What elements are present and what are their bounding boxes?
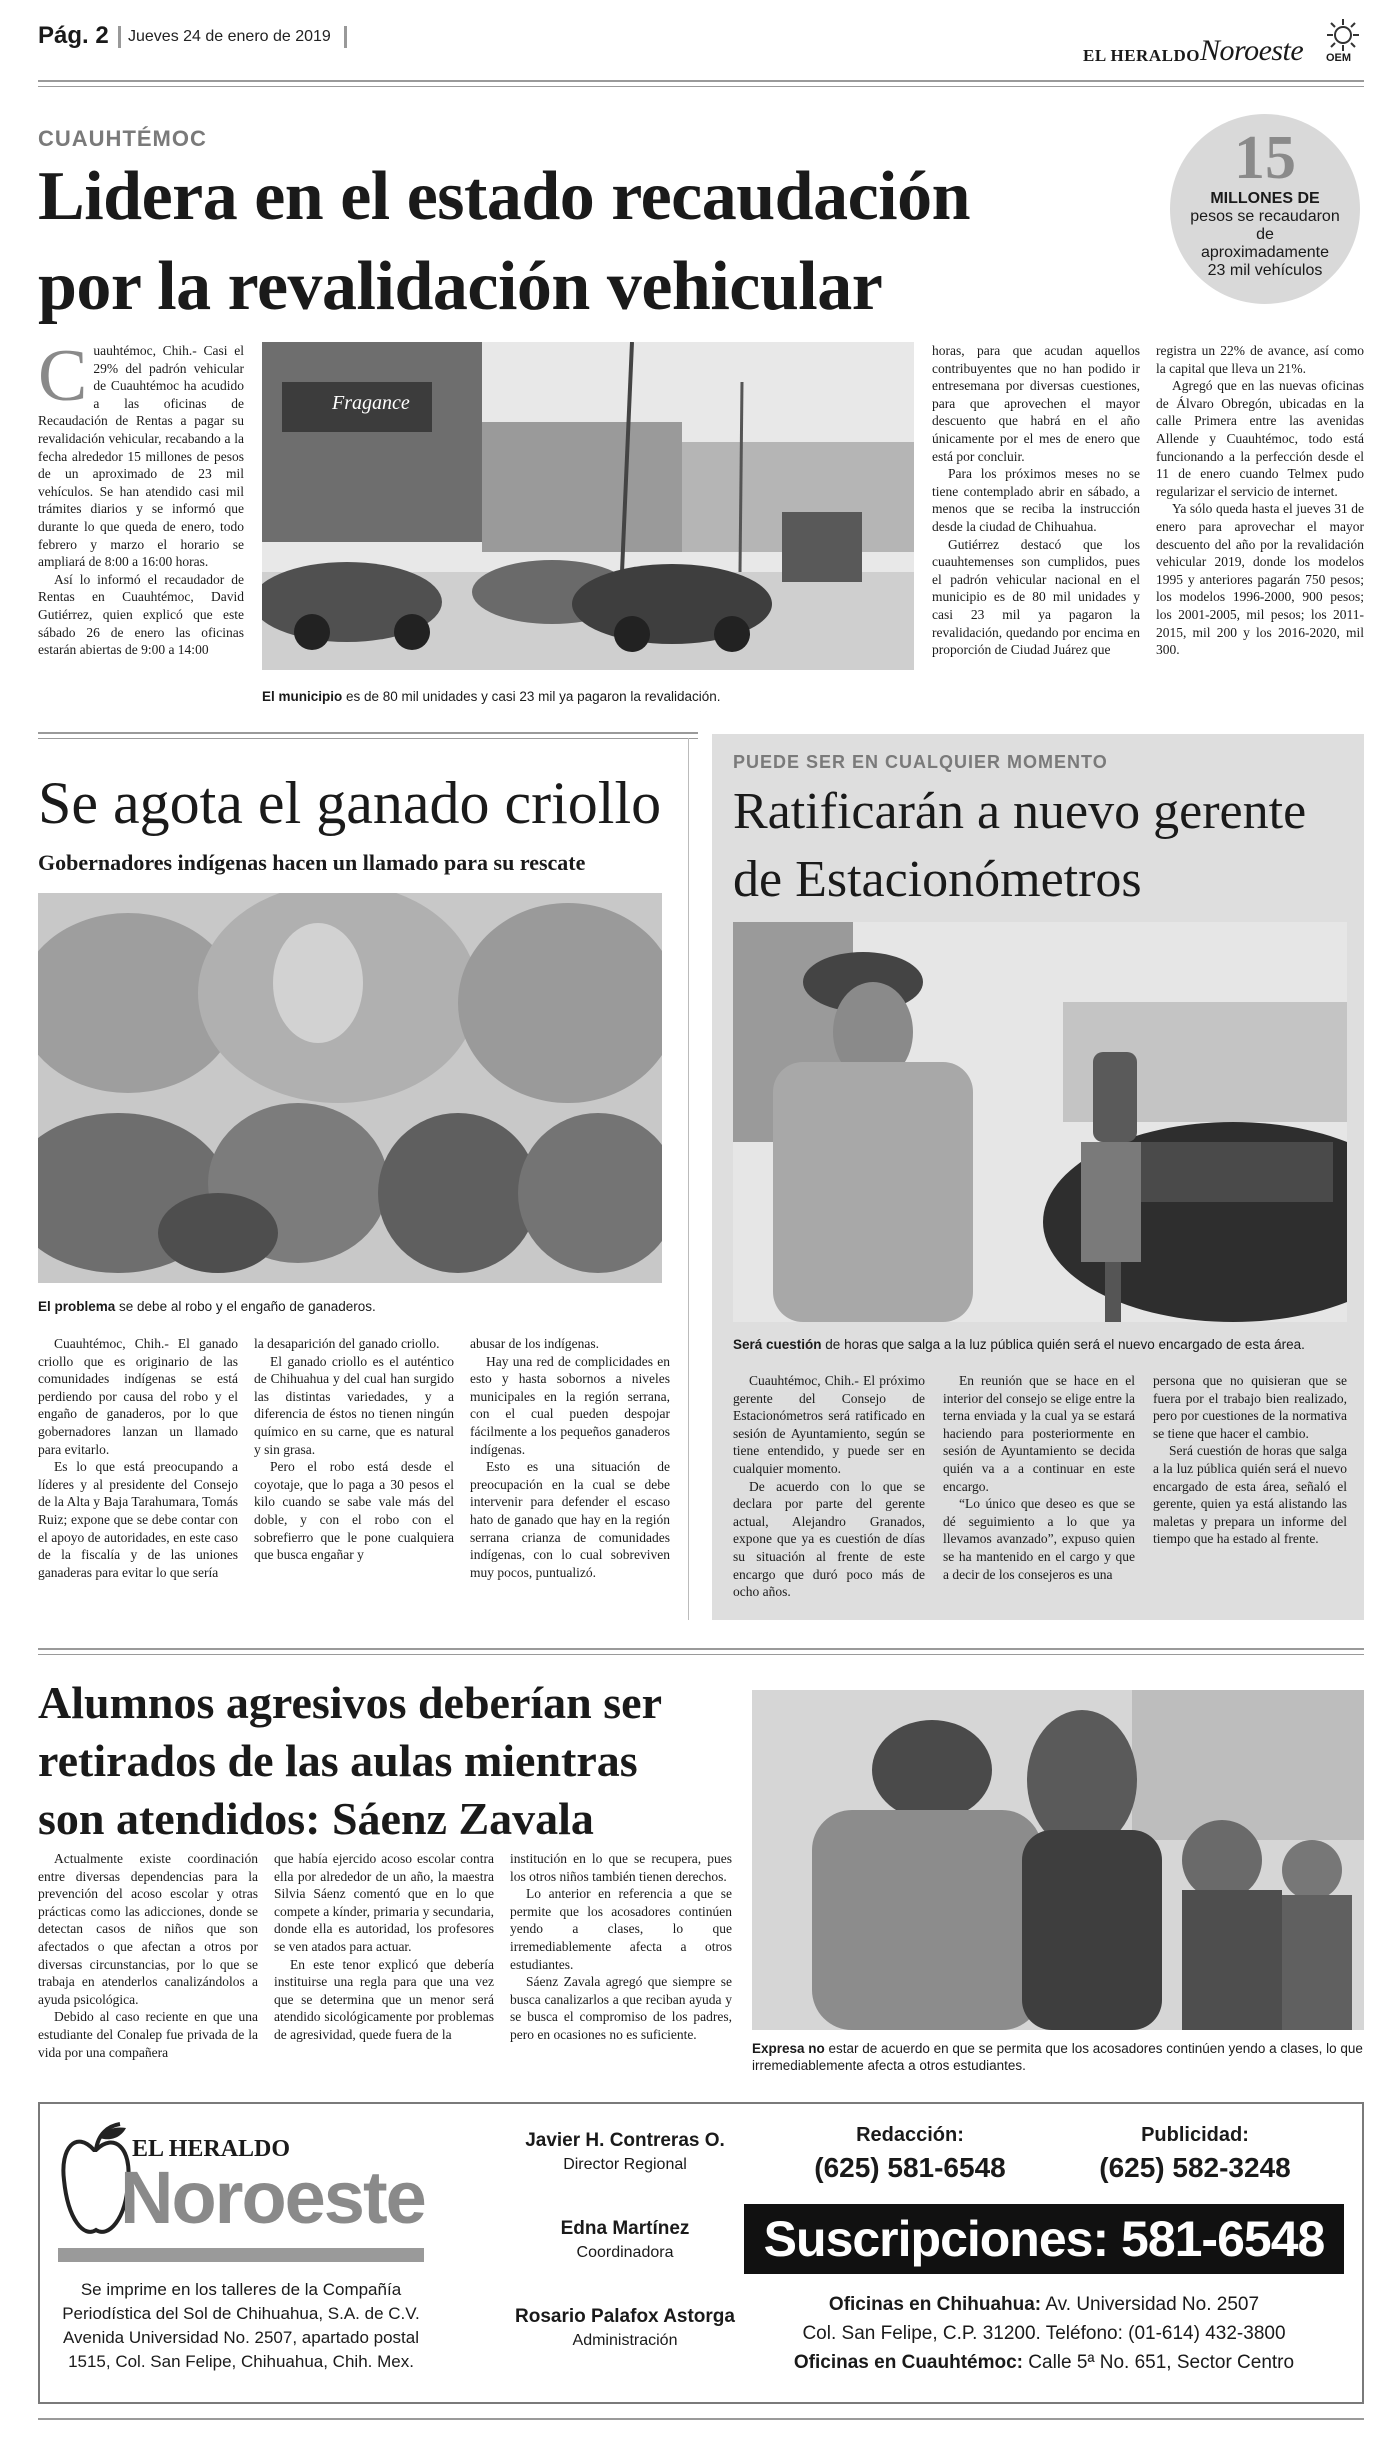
article1-title: Lidera en el estado recaudación por la revalidación vehicular	[38, 158, 971, 325]
stat-badge-number: 15	[1234, 124, 1296, 192]
masthead-small: EL HERALDO	[1083, 46, 1200, 65]
staff-entry: Rosario Palafox Astorga Administración	[515, 2306, 735, 2349]
stat-badge	[1170, 114, 1360, 304]
header-divider	[344, 26, 347, 48]
publicidad-phone: (625) 582-3248	[1099, 2152, 1291, 2183]
header-rule	[38, 80, 1364, 82]
article3-photo	[733, 922, 1347, 1322]
masthead-script: Noroeste	[1200, 34, 1304, 67]
article4-column-3: institución en lo que se recupera, pues los otros niños también tienen derechos. Lo anterior en referencia a que se permite que los acosadores continúen yendo a clases, lo que irremediablemente afecta a otros estudiantes. Sáenz Zavala agregó que siempre se busca canalizarlos a que reciban ayuda y se busca el compromiso de los padres, pero en ocasiones no es suficiente.	[510, 1851, 732, 2042]
page-number: Pág. 2	[38, 22, 109, 49]
article1-kicker: CUAUHTÉMOC	[38, 126, 207, 151]
article3-title: Ratificarán a nuevo gerente de Estacionómetros	[733, 783, 1307, 908]
header-divider	[118, 26, 121, 48]
cattle-photo-illustration	[38, 893, 662, 1283]
publicidad-label: Publicidad:	[1141, 2124, 1249, 2146]
article4-caption: Expresa no estar de acuerdo en que se permita que los acosadores continúen yendo a clases, lo que irremediablemente afecta a otros estudiantes.	[752, 2041, 1363, 2073]
redaccion-phone: (625) 581-6548	[814, 2152, 1006, 2183]
article3-column-1: Cuauhtémoc, Chih.- El próximo gerente del Consejo de Estacionómetros será ratificado en sesión de Ayuntamiento, según se tiene entendido, y puede ser en cualquier momento. De acuerdo con lo que se declara por parte del gerente actual, Alejandro Granados, expone que ya es cuestión de días su situación al frente de este encargo que duró poco más de ocho años.	[733, 1373, 925, 1600]
students-photo-illustration	[752, 1690, 1364, 2030]
article2-title: Se agota el ganado criollo	[38, 770, 662, 836]
footer-logo-big: Noroeste	[120, 2156, 425, 2239]
sun-logo-icon	[1326, 18, 1360, 52]
section-rule	[38, 738, 698, 739]
article4-photo	[752, 1690, 1364, 2030]
section-rule	[38, 1654, 1364, 1655]
header-rule	[38, 86, 1364, 87]
article2-caption: El problema se debe al robo y el engaño de ganaderos.	[38, 1299, 376, 1314]
parking-meter-photo-illustration	[733, 922, 1347, 1322]
article4-column-1: Actualmente existe coordinación entre diversas dependencias para la prevención del acoso escolar y otras prácticas como las adicciones, donde se detectan casos de niños que son afectados o que afectan a otros por diversas circunstancias, por lo que se trabaja en atenderlos canalizándolos a ayuda psicológica. Debido al caso reciente en que una estudiante del Conalep fue privada de la vida por una compañera	[38, 1851, 258, 2060]
redaccion-label: Redacción:	[856, 2124, 964, 2146]
article2-column-3: abusar de los indígenas. Hay una red de complicidades en esto y hasta sobornos a niveles municipales en la región serrana, con el cual pueden despojar fácilmente a los pequeños ganaderos indígenas. Esto es una situación de preocupación en la cual se debe intervenir para defender el escaso hato de ganado que hay en la región serrana crianza de comunidades indígenas, con lo cual sobreviven muy pocos, puntualizó.	[470, 1336, 670, 1580]
photo-sign-text: Fragance	[332, 392, 410, 414]
staff-entry: Javier H. Contreras O. Director Regional	[525, 2130, 725, 2173]
article1-column-2: horas, para que acudan aquellos contribuyentes que no han podido ir entresemana por diversas cuestiones, para que aprovechen el mayor descuento que habrá en el año únicamente por el mes de enero que está por concluir. Para los próximos meses no se tiene contemplado abrir en sábado, a menos que se reciba la instrucción desde la ciudad de Chihuahua. Gutiérrez destacó que los cuauhtemenses son cumplidos, pues el padrón vehicular nacional en el municipio es de 80 mil unidades y casi 23 mil ya pagaron la revalidación, quedando por encima en proporción de Ciudad Juárez que	[932, 343, 1140, 658]
article4-title: Alumnos agresivos deberían ser retirados de las aulas mientras son atendidos: Sáenz Zavala	[38, 1677, 662, 1844]
article2-column-2: la desaparición del ganado criollo. El ganado criollo es el auténtico de Chihuahua y del cual han surgido las distintas variedades, y a diferencia de éstos no tienen ningún químico en su carne, que es natural y sin grasa. Pero el robo está desde el coyotaje, que lo paga a 30 pesos el kilo cuando se sabe vale más del doble, y con el robo con el sobrefierro que le pone cualquiera que busca engañar y	[254, 1336, 454, 1563]
article3-kicker: PUEDE SER EN CUALQUIER MOMENTO	[733, 752, 1108, 772]
stat-badge-text: MILLONES DE pesos se recaudaron de aproximadamente 23 mil vehículos	[1190, 190, 1340, 279]
article1-photo	[262, 342, 914, 670]
article1-column-1: Cuauhtémoc, Chih.- Casi el 29% del padrón vehicular de Cuauhtémoc ha acudido a las oficinas de Recaudación de Rentas a pagar su revalidación vehicular, recabando a la fecha alrededor 15 millones de pesos de un aproximado de 23 mil vehículos. Se han atendido casi mil trámites diarios y se informó que durante lo que queda de enero, todo febrero y marzo el horario se ampliará de 8:00 a 16:00 horas. Así lo informó el recaudador de Rentas en Cuauhtémoc, David Gutiérrez, quien explicó que este sábado 26 de enero las oficinas estarán abiertas de 9:00 a 14:00	[38, 342, 244, 658]
footer-logo-bar	[58, 2248, 424, 2262]
bottom-rule	[38, 2418, 1364, 2420]
dropcap: C	[38, 342, 88, 417]
article3-caption: Será cuestión de horas que salga a la luz pública quién será el nuevo encargado de esta área.	[733, 1337, 1305, 1352]
article1-column-3: registra un 22% de avance, así como la capital que lleva un 21%. Agregó que en las nuevas oficinas de Álvaro Obregón, ubicadas en la calle Primera entre las avenidas Allende y Cuauhtémoc, todo está funcionando a la perfección desde el 11 de enero cuando Telmex pudo regularizar el servicio de internet. Ya sólo queda hasta el jueves 31 de enero para aprovechar el mayor descuento del año por la revalidación vehicular 2019, donde los modelos 1995 y anteriores pagarán 750 pesos; los modelos 1996-2000, 900 pesos; los 2001-2005, mil pesos; los 2011-2015, mil 200 y los 2016-2020, mil 300.	[1156, 343, 1364, 658]
article3-column-3: persona que no quisieran que se fuera por el trabajo bien realizado, pero por cuestiones de la normativa se tiene que hacer el cambio. Será cuestión de horas que salga a la luz pública quién será el nuevo encargado de esta área, señaló el gerente, quien ya está alistando las maletas y prepara un informe del tiempo que ha estado al frente.	[1153, 1373, 1347, 1547]
article2-photo	[38, 893, 662, 1283]
oem-label: OEM	[1326, 52, 1352, 64]
article2-column-1: Cuauhtémoc, Chih.- El ganado criollo que es originario de las comunidades indígenas se está perdiendo por causa del robo y el engaño de ganaderos, por lo que gobernadores lanzan un llamado para evitarlo. Es lo que está preocupando a líderes y al presidente del Consejo de la Alta y Baja Tarahumara, Tomás Ruiz; expone que se debe contar con el apoyo de autoridades, en este caso de la fiscalía y de las uniones ganaderas para evitar lo que sería	[38, 1336, 238, 1580]
section-rule	[38, 1648, 1364, 1650]
section-rule	[38, 732, 698, 734]
article2-subtitle: Gobernadores indígenas hacen un llamado para su rescate	[38, 850, 586, 875]
footer-staff	[470, 2130, 780, 2394]
article4-column-2: que había ejercido acoso escolar contra ella por alrededor de un año, la maestra Silvia Sáenz comentó que en lo que compete a kínder, primaria y secundaria, donde ella es autoridad, los profesores se ven atados para actuar. En este tenor explicó que debería instituirse una regla para que una vez que se determina que un menor será atendido sicológicamente por problemas de agresividad, quede fuera de la	[274, 1851, 494, 2042]
article1-caption: El municipio es de 80 mil unidades y casi 23 mil ya pagaron la revalidación.	[262, 689, 721, 704]
vertical-divider	[688, 738, 689, 1620]
office-info: Oficinas en Chihuahua: Av. Universidad No. 2507 Col. San Felipe, C.P. 31200. Teléfono: (01-614) 432-3800 Oficinas en Cuauhtémoc: Calle 5ª No. 651, Sector Centro	[793, 2294, 1295, 2373]
article3-column-2: En reunión que se hace en el interior del consejo se elige entre la terna enviada y la cual ya se estará haciendo para posteriormente en sesión de Ayuntamiento se decida quién va a a continuar en este encargo. “Lo único que deseo es que se dé seguimiento a lo que ya llevamos avanzado”, expuso quien se ha mantenido en el cargo y que a decir de los consejeros es una	[943, 1373, 1135, 1582]
footer-logo-small: EL HERALDO	[132, 2136, 291, 2162]
staff-entry: Edna Martínez Coordinadora	[560, 2218, 690, 2261]
subscriptions-banner: Suscripciones: 581-6548	[744, 2204, 1344, 2274]
page-date: Jueves 24 de enero de 2019	[128, 28, 331, 45]
footer-print-info: Se imprime en los talleres de la Compañía Periodística del Sol de Chihuahua, S.A. de C.V. Avenida Universidad No. 2507, apartado postal 1515, Col. San Felipe, Chihuahua, Chih. Mex.	[62, 2280, 420, 2371]
